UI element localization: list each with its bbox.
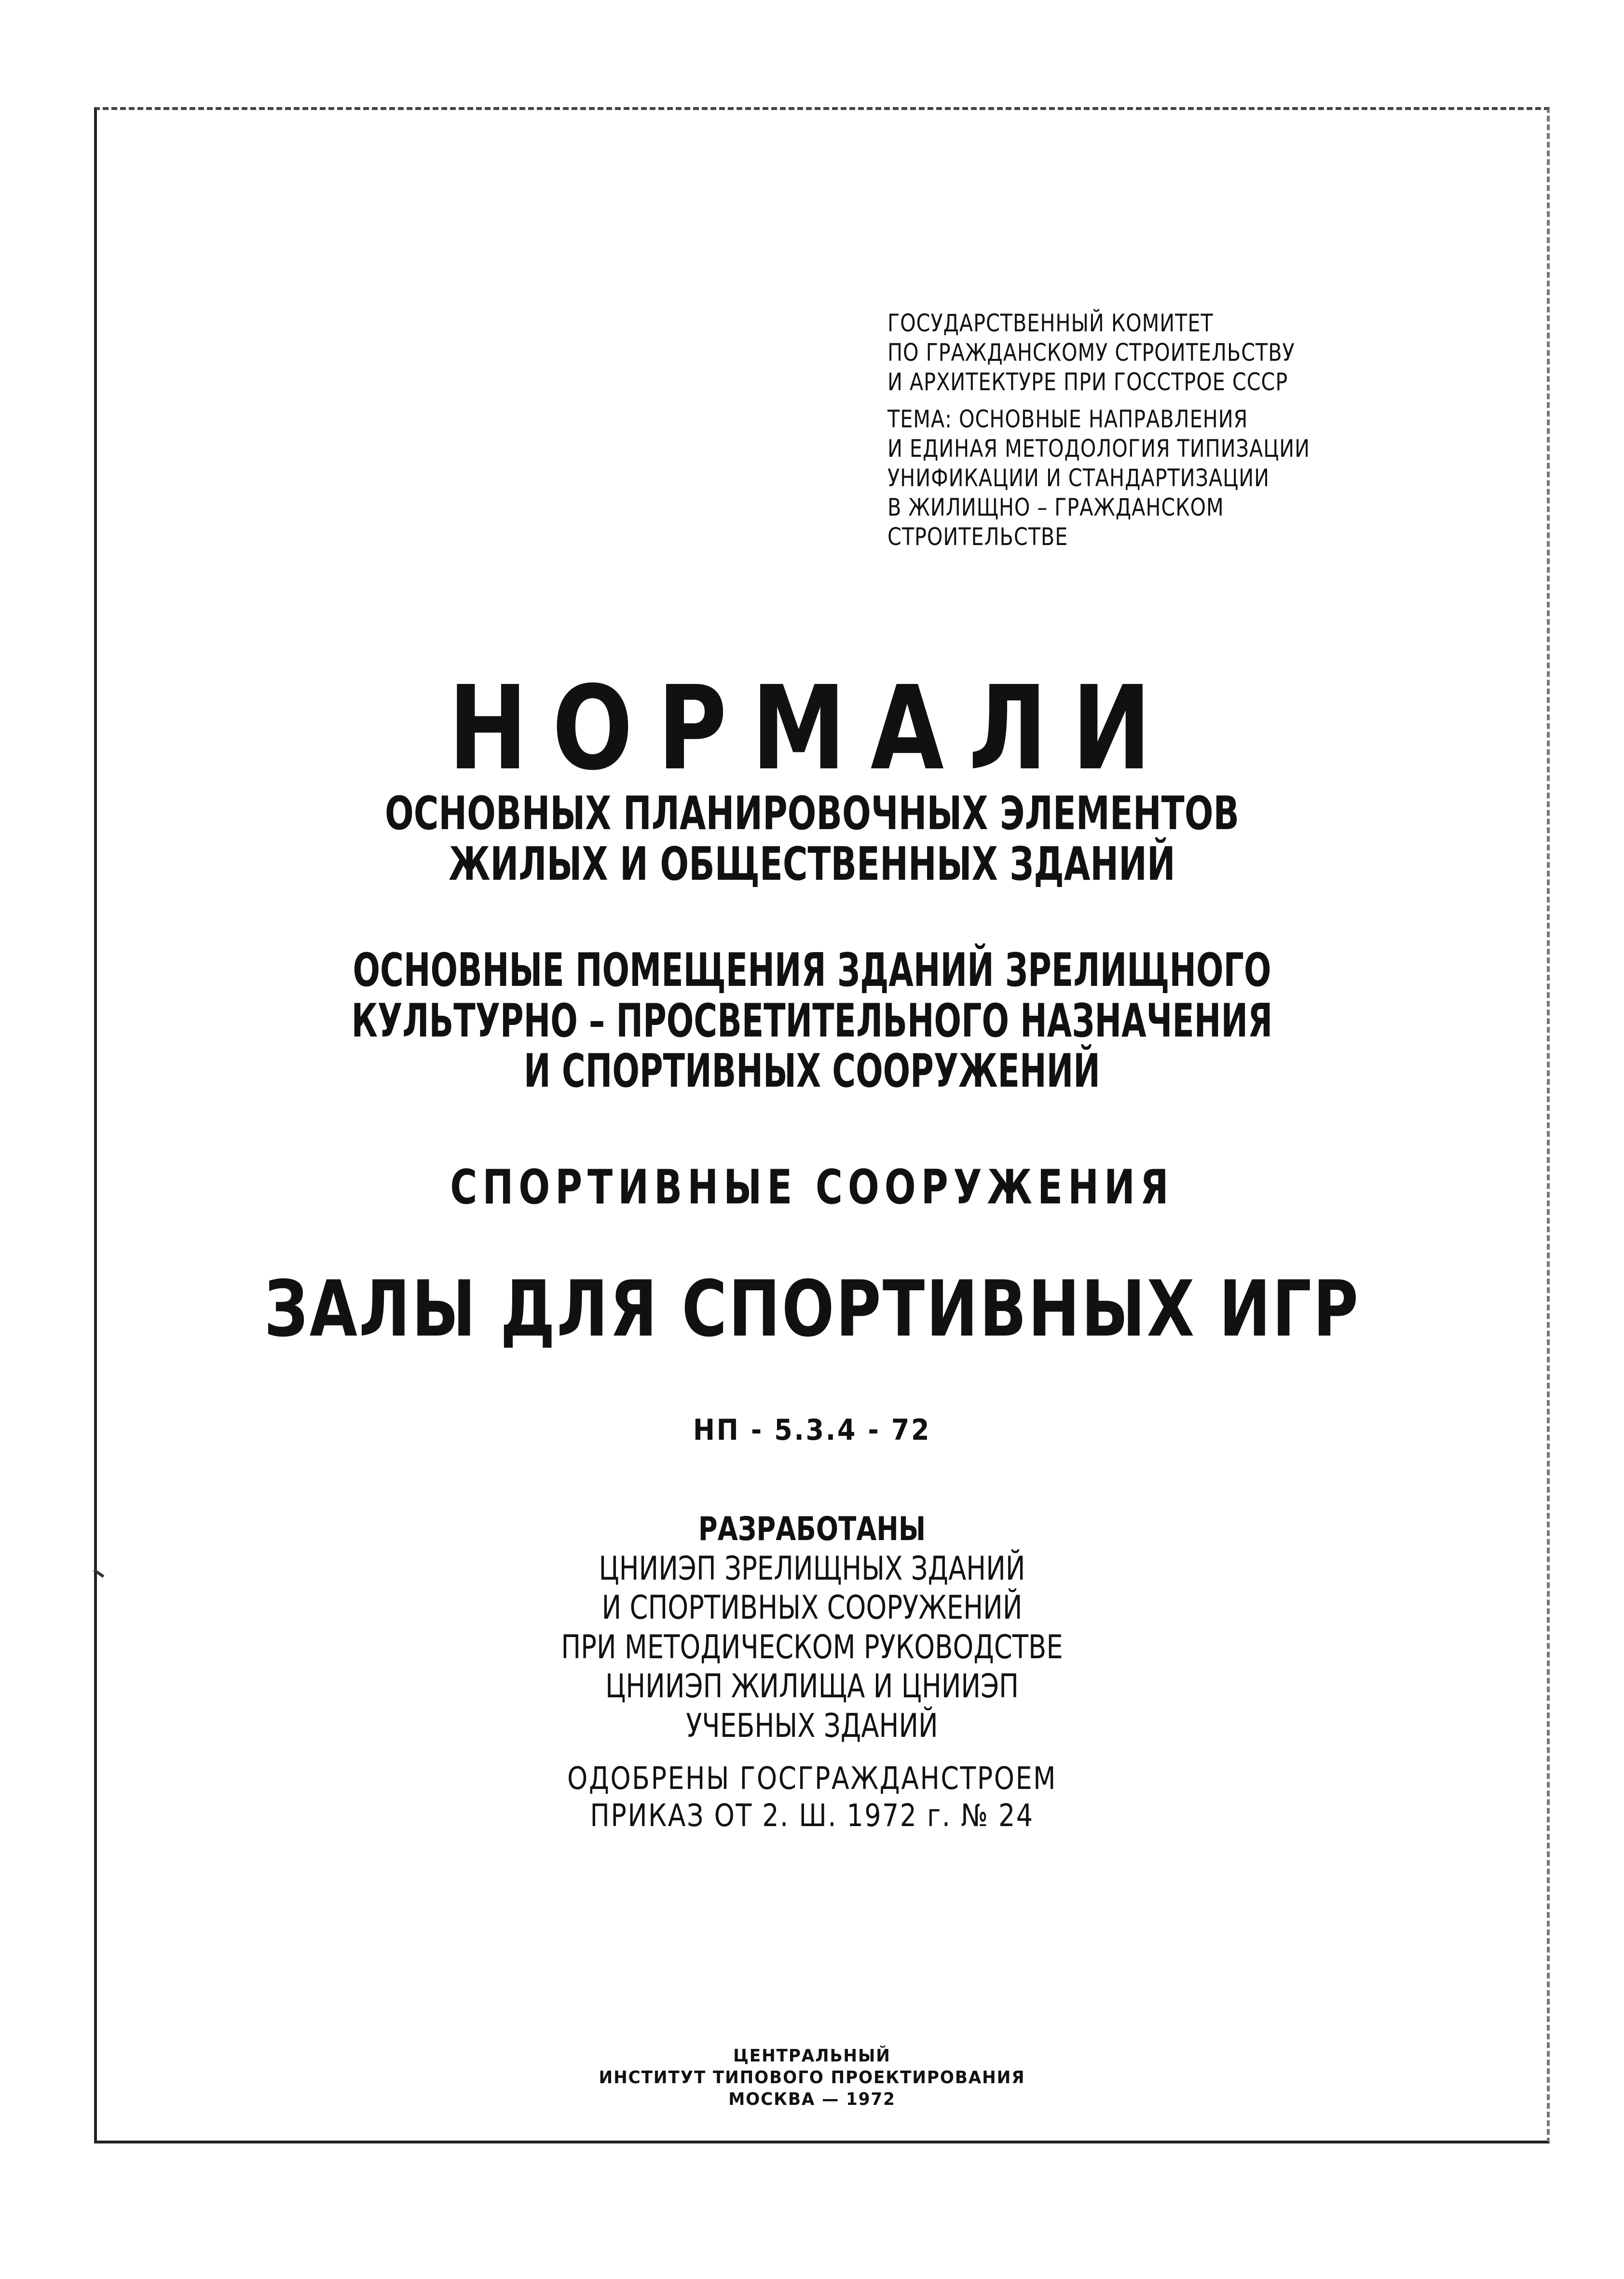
developers-line: ПРИ МЕТОДИЧЕСКОМ РУКОВОДСТВЕ (561, 1628, 1063, 1666)
publisher-block (0, 2045, 1624, 2110)
subtitle-line: ЖИЛЫХ И ОБЩЕСТВЕННЫХ ЗДАНИЙ (449, 837, 1175, 891)
section-heading (0, 1160, 1624, 1215)
document-title: НОРМАЛИ (448, 661, 1176, 796)
theme-line: ТЕМА: ОСНОВНЫЕ НАПРАВЛЕНИЯ (887, 405, 1248, 433)
publisher-line: ИНСТИТУТ ТИПОВОГО ПРОЕКТИРОВАНИЯ (599, 2068, 1025, 2088)
authority-line: И АРХИТЕКТУРЕ ПРИ ГОССТРОЕ СССР (887, 368, 1288, 396)
document-code-line: НП - 5.3.4 - 72 (693, 1413, 931, 1447)
subtitle-planning-elements (0, 789, 1624, 889)
section-line: СПОРТИВНЫЕ СООРУЖЕНИЯ (450, 1160, 1174, 1215)
developers-line: ЦНИИЭП ЗРЕЛИЩНЫХ ЗДАНИЙ (599, 1549, 1025, 1588)
developers-block (0, 1510, 1624, 1746)
part-heading-line: ЗАЛЫ ДЛЯ СПОРТИВНЫХ ИГР (264, 1264, 1360, 1354)
developers-line: И СПОРТИВНЫХ СООРУЖЕНИЙ (601, 1589, 1023, 1627)
approval-block (0, 1760, 1624, 1835)
developers-lead: РАЗРАБОТАНЫ (698, 1510, 926, 1548)
theme-line: УНИФИКАЦИИ И СТАНДАРТИЗАЦИИ (887, 464, 1269, 492)
subtitle-line: И СПОРТИВНЫХ СООРУЖЕНИЙ (524, 1045, 1100, 1098)
theme-line: В ЖИЛИЩНО – ГРАЖДАНСКОМ (887, 493, 1224, 521)
publisher-line: ЦЕНТРАЛЬНЫЙ (733, 2046, 891, 2066)
document-code (0, 1413, 1624, 1447)
sheet-frame (94, 107, 1550, 2143)
authority-line: ГОСУДАРСТВЕННЫЙ КОМИТЕТ (887, 309, 1214, 337)
developers-line: УЧЕБНЫХ ЗДАНИЙ (686, 1706, 938, 1745)
issuing-authority (887, 309, 1310, 552)
approval-line: ПРИКАЗ ОТ 2. Ш. 1972 г. № 24 (590, 1798, 1034, 1834)
theme-line: И ЕДИНАЯ МЕТОДОЛОГИЯ ТИПИЗАЦИИ (887, 435, 1310, 463)
part-heading (0, 1264, 1624, 1354)
subtitle-line: ОСНОВНЫХ ПЛАНИРОВОЧНЫХ ЭЛЕМЕНТОВ (384, 787, 1240, 840)
approval-line: ОДОБРЕНЫ ГОСГРАЖДАНСТРОЕМ (567, 1761, 1057, 1797)
theme-line: СТРОИТЕЛЬСТВЕ (887, 523, 1068, 551)
subtitle-premises (0, 945, 1624, 1097)
authority-line: ПО ГРАЖДАНСКОМУ СТРОИТЕЛЬСТВУ (887, 339, 1295, 367)
developers-line: ЦНИИЭП ЖИЛИЩА И ЦНИИЭП (605, 1667, 1019, 1706)
publisher-line: МОСКВА — 1972 (728, 2089, 896, 2109)
subtitle-line: ОСНОВНЫЕ ПОМЕЩЕНИЯ ЗДАНИЙ ЗРЕЛИЩНОГО (353, 944, 1271, 997)
subtitle-line: КУЛЬТУРНО – ПРОСВЕТИТЕЛЬНОГО НАЗНАЧЕНИЯ (351, 994, 1273, 1048)
